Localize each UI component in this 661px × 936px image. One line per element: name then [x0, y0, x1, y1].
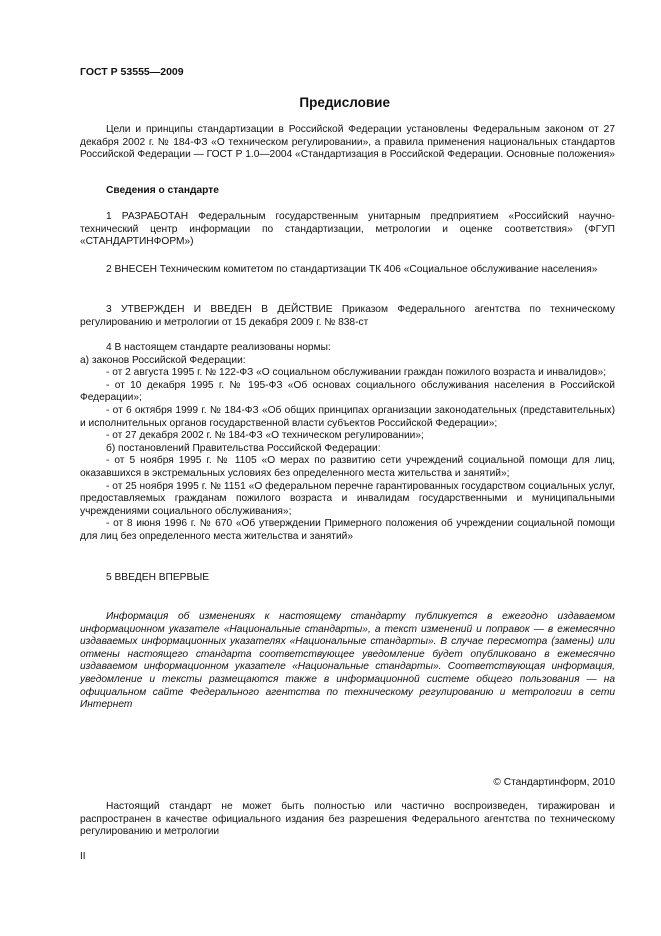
item-4-a-line: - от 10 декабря 1995 г. № 195-ФЗ «Об основах социального обслуживания населения в Российской Федерации»;: [80, 379, 615, 404]
item-4-sub-b: б) постановлений Правительства Российской Федерации:: [106, 442, 381, 454]
item-2: 2 ВНЕСЕН Техническим комитетом по стандартизации ТК 406 «Социальное обслуживание населения»: [106, 264, 598, 275]
item-1: 1 РАЗРАБОТАН Федеральным государственным унитарным предприятием «Российский научно-технический центр информации по стандартизации, метрологии и оценке соответствия» (ФГУП «СТАНДАРТИНФОРМ»): [80, 211, 615, 248]
item-4: [80, 342, 615, 544]
item-4-a-line: - от 6 октября 1999 г. № 184-ФЗ «Об общих принципах организации законодательных (представительных) и исполнительных органов государственной власти субъектов Российской Федерации»;: [80, 404, 615, 429]
item-4-sub-a: а) законов Российской Федерации:: [80, 354, 246, 366]
item-4-a-line: - от 2 августа 1995 г. № 122-ФЗ «О социальном обслуживании граждан пожилого возраста и инвалидов»;: [106, 367, 607, 379]
intro-paragraph: Цели и принципы стандартизации в Российской Федерации установлены Федеральным законом от 27 декабря 2002 г. № 184-ФЗ «О техническом регулировании», а правила применения национальных стандартов Российской Федерации — ГОСТ Р 1.0—2004 «Стандартизация в Российской Федерации. Основные положения»: [80, 124, 615, 161]
document-page: [80, 0, 615, 936]
item-4-lead: 4 В настоящем стандарте реализованы нормы:: [106, 342, 331, 353]
item-3: 3 УТВЕРЖДЕН И ВВЕДЕН В ДЕЙСТВИЕ Приказом Федерального агентства по техническому регулированию и метрологии от 15 декабря 2009 г. № 838-ст: [80, 304, 615, 328]
notice-paragraph: Информация об изменениях к настоящему стандарту публикуется в ежегодно издаваемом информационном указателе «Национальные стандарты», а текст изменений и поправок — в ежемесячно издаваемых информационных указателях «Национальные стандарты». В случае пересмотра (замены) или отмены настоящего стандарта соответствующее уведомление будет опубликовано в ежемесячно издаваемом информационном указателе «Национальные стандарты». Соответствующая информация, уведомление и тексты размещаются также в информационной системе общего пользования — на официальном сайте Федерального агентства по техническому регулированию и метрологии в сети Интернет: [80, 611, 615, 711]
item-4-a-line: - от 27 декабря 2002 г. № 184-ФЗ «О техническом регулировании»;: [106, 430, 424, 442]
copyright: © Стандартинформ, 2010: [493, 777, 615, 788]
section-heading: Сведения о стандарте: [106, 185, 219, 196]
page-number: II: [80, 851, 86, 862]
item-4-b-line: - от 8 июня 1996 г. № 670 «Об утверждении Примерного положения об учреждении социальной помощи для лиц без определенного места жительства и занятий»: [80, 518, 615, 542]
reproduction-notice: Настоящий стандарт не может быть полностью или частично воспроизведен, тиражирован и распространен в качестве официального издания без разрешения Федерального агентства по техническому регулированию и метрологии: [80, 801, 615, 838]
item-5: 5 ВВЕДЕН ВПЕРВЫЕ: [106, 572, 210, 583]
item-4-b-line: - от 25 ноября 1995 г. № 1151 «О федеральном перечне гарантированных государством социальных услуг, предоставляемых гражданам пожилого возраста и инвалидам государственными и муниципальными учреждениями социального обслуживания»;: [80, 480, 615, 517]
standard-id: ГОСТ Р 53555—2009: [80, 66, 184, 78]
item-4-b-line: - от 5 ноября 1995 г. № 1105 «О мерах по развитию сети учреждений социальной помощи для лиц, оказавшихся в экстремальных условиях без определенного места жительства и занятий»;: [80, 455, 615, 479]
page-title: Предисловие: [299, 95, 390, 110]
